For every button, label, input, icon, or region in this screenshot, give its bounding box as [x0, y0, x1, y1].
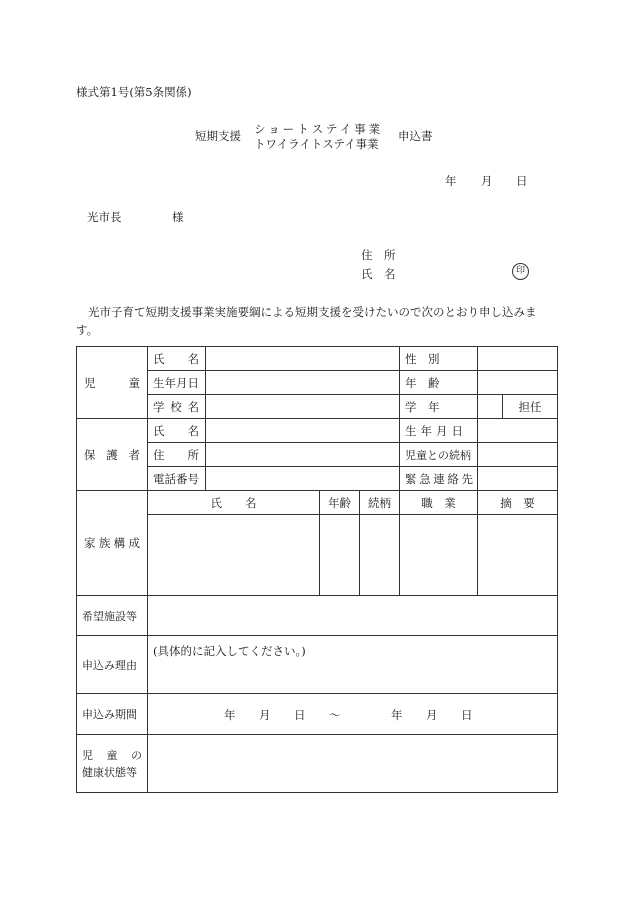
child-sex-label: 性 別: [400, 347, 478, 371]
period-end-month: 月: [426, 708, 438, 722]
guardian-emergency-label: 緊急連絡先: [400, 467, 478, 491]
family-note-field[interactable]: [478, 515, 558, 596]
guardian-emergency-field[interactable]: [478, 467, 558, 491]
child-name-label: 氏 名: [148, 347, 206, 371]
period-field[interactable]: [148, 694, 558, 735]
family-age-field[interactable]: [320, 515, 360, 596]
guardian-section-label: 保護者: [77, 419, 148, 491]
family-relation-field[interactable]: [360, 515, 400, 596]
guardian-address-label: 住 所: [148, 443, 206, 467]
guardian-birthdate-label: 生年月日: [400, 419, 478, 443]
title-suffix: 申込書: [398, 129, 433, 143]
reason-note: (具体的に記入してください。): [153, 644, 306, 658]
family-section-label: 家族構成: [77, 491, 148, 596]
period-end-year: 年: [391, 708, 403, 722]
date-year: 年: [445, 174, 457, 188]
title-line-1: ショートステイ事業: [254, 122, 384, 136]
period-tilde: ～: [329, 708, 341, 722]
health-label: [77, 735, 148, 793]
family-name-field[interactable]: [148, 515, 320, 596]
child-section-label: 児 童: [77, 347, 148, 419]
title-prefix: 短期支援: [195, 129, 241, 143]
form-number: 様式第1号(第5条関係): [76, 85, 192, 99]
health-label-line-2: 健康状態等: [82, 765, 137, 779]
child-birthdate-field[interactable]: [206, 371, 400, 395]
guardian-birthdate-field[interactable]: [478, 419, 558, 443]
guardian-name-label: 氏 名: [148, 419, 206, 443]
date-day: 日: [516, 174, 528, 188]
family-header-relation: 続柄: [360, 491, 400, 515]
child-grade-label: 学 年: [400, 395, 478, 419]
intro-text: 光市子育て短期支援事業実施要綱による短期支援を受けたいので次のとおり申し込みます。: [76, 305, 537, 337]
guardian-name-field[interactable]: [206, 419, 400, 443]
child-school-field[interactable]: [206, 395, 400, 419]
seal-mark: 印: [512, 263, 529, 280]
period-end-day: 日: [461, 708, 473, 722]
guardian-relation-label: 児童との続柄: [400, 443, 478, 467]
date-month: 月: [481, 174, 493, 188]
family-header-name: 氏 名: [148, 491, 320, 515]
title-line-2: トワイライトステイ事業: [254, 137, 379, 151]
child-teacher-label: 担任: [503, 395, 558, 419]
facility-field[interactable]: [148, 596, 558, 636]
child-grade-field[interactable]: [478, 395, 503, 419]
reason-field[interactable]: [148, 636, 558, 694]
guardian-address-field[interactable]: [206, 443, 400, 467]
addressee-honorific: 様: [172, 210, 184, 224]
family-header-note: 摘 要: [478, 491, 558, 515]
guardian-phone-field[interactable]: [206, 467, 400, 491]
child-school-label: 学校名: [148, 395, 206, 419]
period-label: 申込み期間: [77, 694, 148, 735]
child-age-field[interactable]: [478, 371, 558, 395]
period-start-day: 日: [294, 708, 306, 722]
child-sex-field[interactable]: [478, 347, 558, 371]
facility-label: 希望施設等: [77, 596, 148, 636]
application-table: [76, 346, 558, 793]
child-name-field[interactable]: [206, 347, 400, 371]
child-birthdate-label: 生年月日: [148, 371, 206, 395]
applicant-address-label: 住 所: [361, 248, 396, 262]
family-header-job: 職 業: [400, 491, 478, 515]
family-job-field[interactable]: [400, 515, 478, 596]
applicant-name-label: 氏 名: [361, 267, 396, 281]
family-header-age: 年齢: [320, 491, 360, 515]
child-age-label: 年 齢: [400, 371, 478, 395]
guardian-phone-label: 電話番号: [148, 467, 206, 491]
reason-label: 申込み理由: [77, 636, 148, 694]
health-label-line-1: 児童の: [82, 748, 142, 762]
guardian-relation-field[interactable]: [478, 443, 558, 467]
health-field[interactable]: [148, 735, 558, 793]
addressee-name: 光市長: [87, 210, 122, 224]
period-start-year: 年: [224, 708, 236, 722]
period-start-month: 月: [259, 708, 271, 722]
